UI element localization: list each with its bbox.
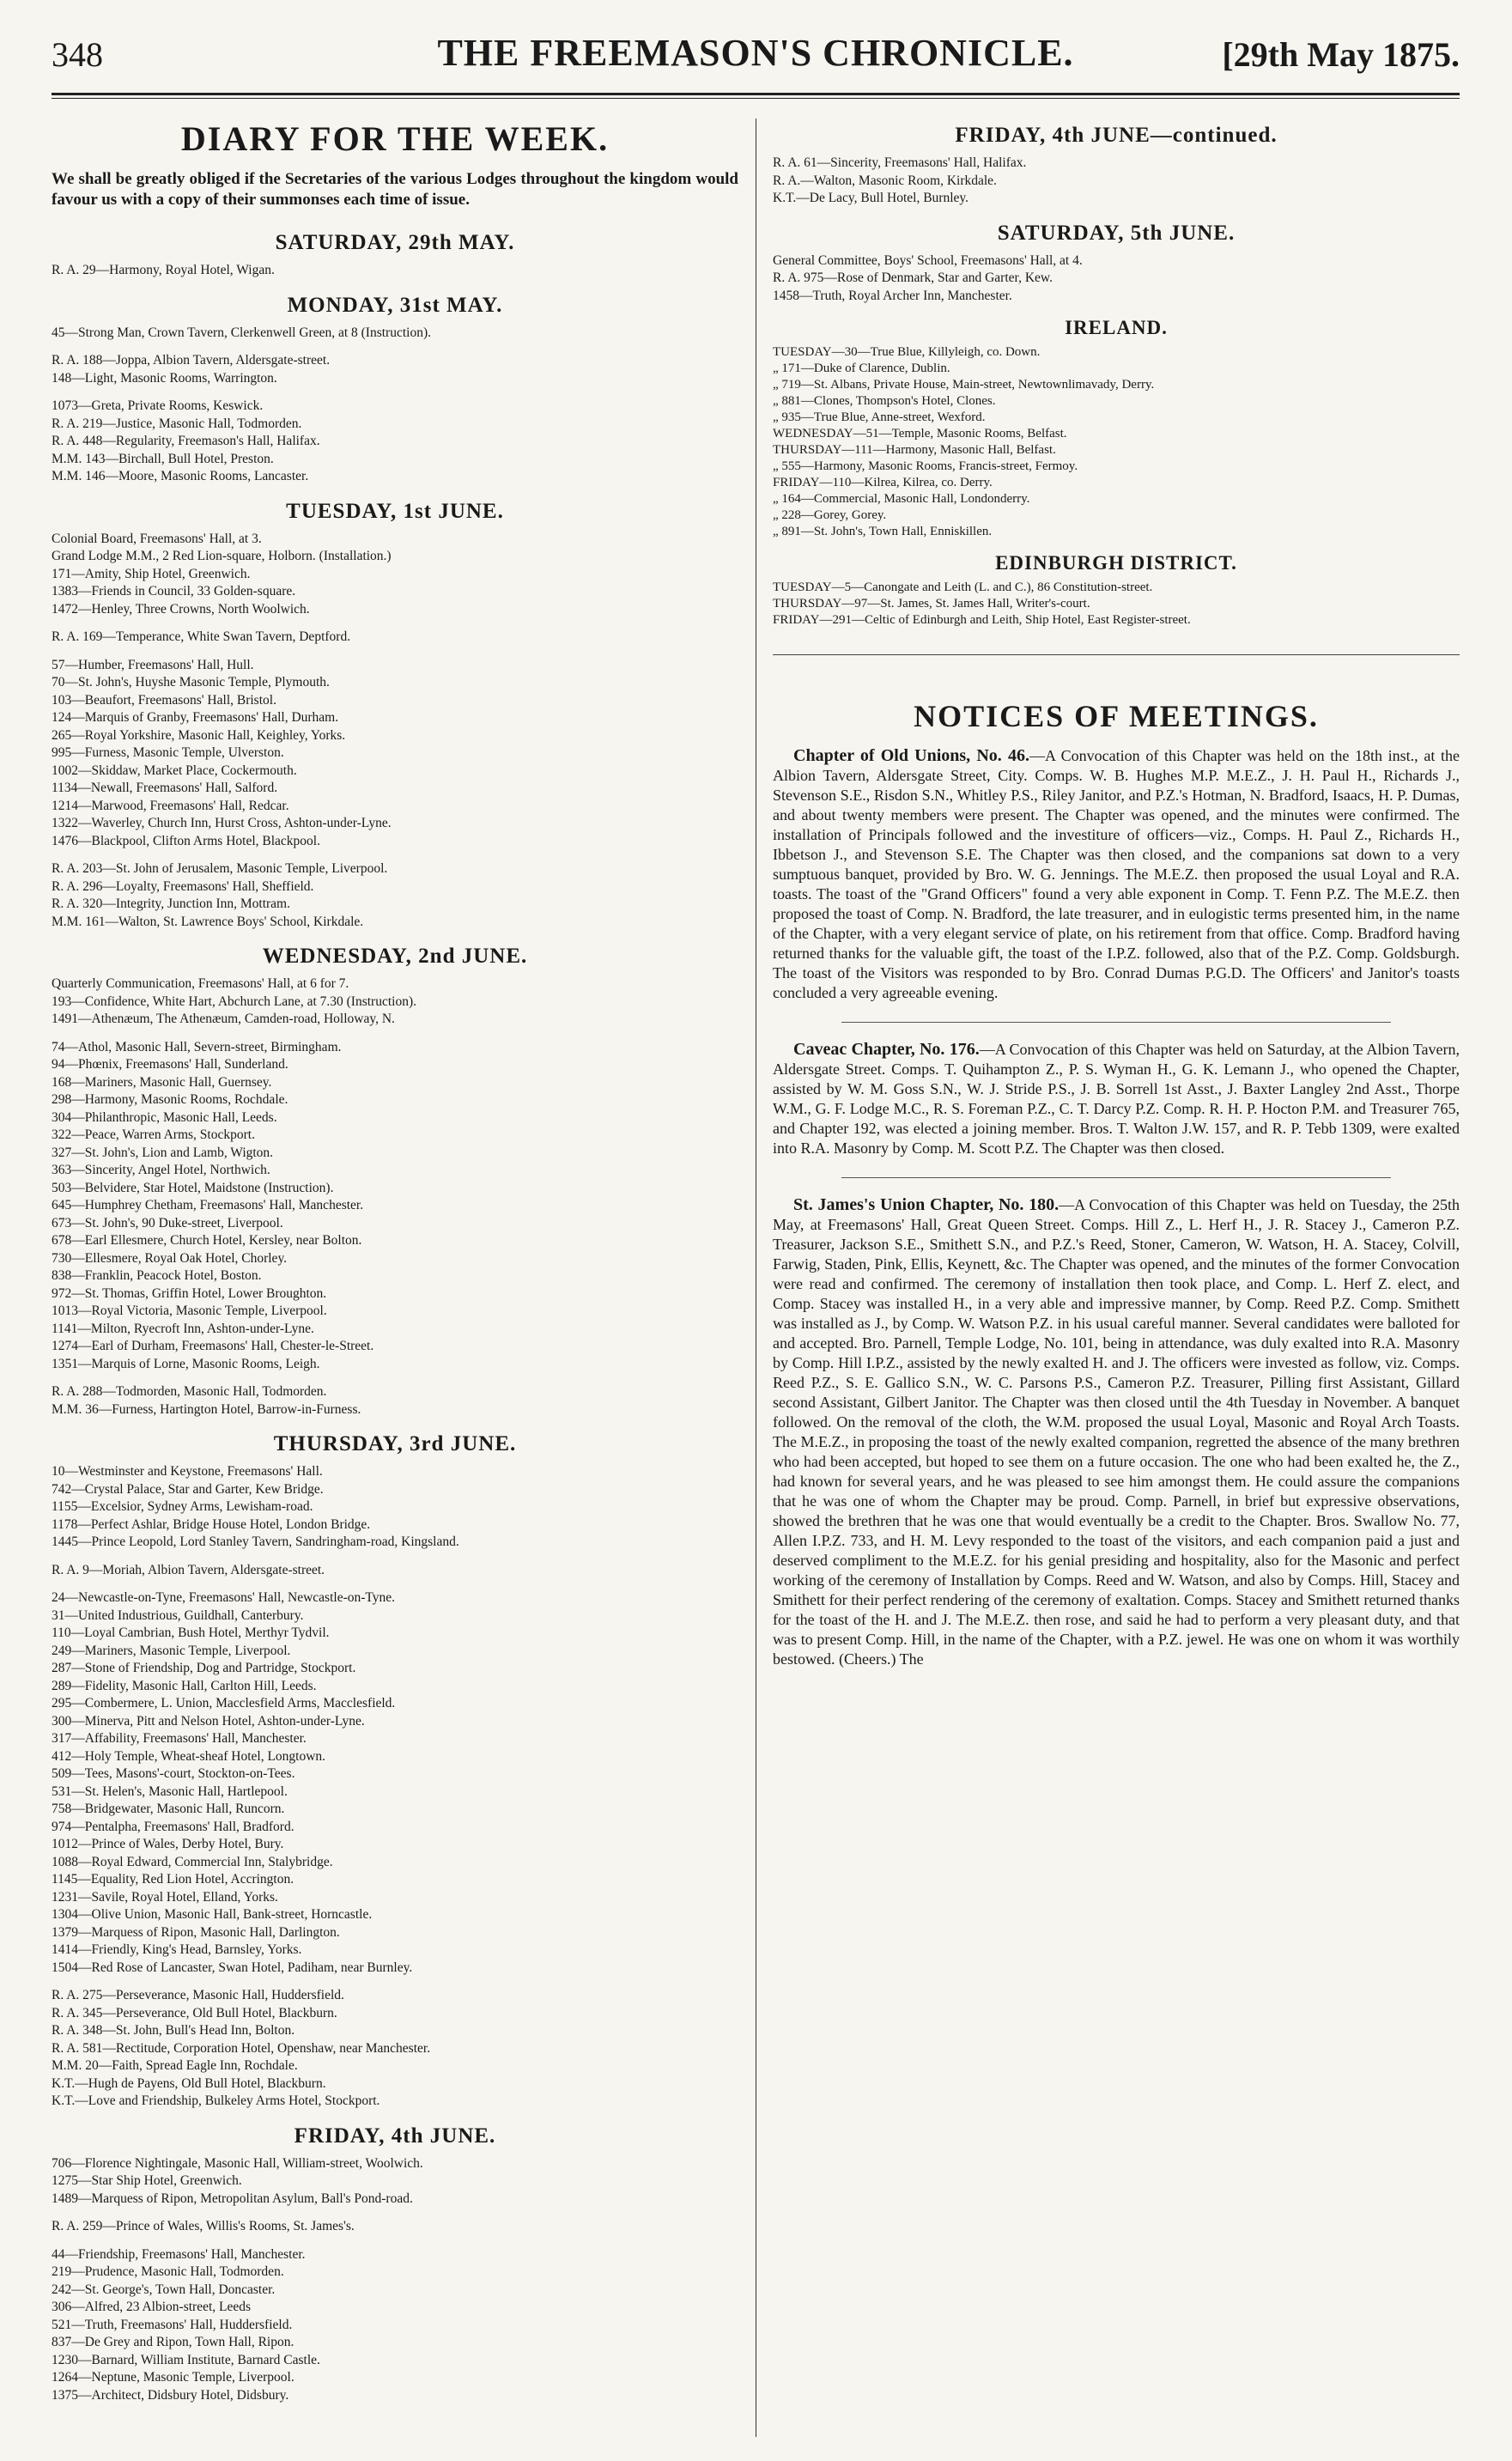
- diary-entry: 1489—Marquess of Ripon, Metropolitan Asylum, Ball's Pond-road.: [52, 2191, 413, 2206]
- diary-entry: 110—Loyal Cambrian, Bush Hotel, Merthyr Tydvil.: [52, 1625, 330, 1640]
- notice-heading: Chapter of Old Unions, No. 46.: [793, 746, 1029, 765]
- diary-entry: TUESDAY—30—True Blue, Killyleigh, co. Down.: [773, 345, 1041, 359]
- entry-gap: [52, 342, 738, 352]
- diary-entry: K.T.—Love and Friendship, Bulkeley Arms Hotel, Stockport.: [52, 2093, 380, 2108]
- notice-separator: [841, 1177, 1391, 1178]
- diary-entry: 31—United Industrious, Guildhall, Canterbury.: [52, 1607, 304, 1623]
- day-entries: [773, 252, 1460, 306]
- diary-entry: 972—St. Thomas, Griffin Hotel, Lower Broughton.: [52, 1285, 327, 1301]
- diary-entry: R. A. 348—St. John, Bull's Head Inn, Bolton.: [52, 2023, 295, 2038]
- notices-title: NOTICES OF MEETINGS.: [773, 654, 1460, 734]
- diary-entry: K.T.—Hugh de Payens, Old Bull Hotel, Blackburn.: [52, 2075, 326, 2091]
- diary-entry: 1274—Earl of Durham, Freemasons' Hall, Chester-le-Street.: [52, 1339, 374, 1353]
- diary-day-saturday: [52, 231, 738, 280]
- masthead: [52, 24, 1460, 88]
- day-heading: WEDNESDAY, 2nd JUNE.: [262, 945, 528, 968]
- diary-entry: 168—Mariners, Masonic Hall, Guernsey.: [52, 1074, 272, 1090]
- diary-day-tuesday: [52, 500, 738, 932]
- day-entries: [52, 325, 738, 486]
- notice-heading: St. James's Union Chapter, No. 180.: [793, 1195, 1060, 1214]
- diary-entry: 645—Humphrey Chetham, Freemasons' Hall, Manchester.: [52, 1198, 364, 1212]
- diary-entry: 10—Westminster and Keystone, Freemasons' Hall.: [52, 1464, 323, 1479]
- diary-entry: 1073—Greta, Private Rooms, Keswick.: [52, 398, 264, 413]
- diary-entry: 974—Pentalpha, Freemasons' Hall, Bradford.: [52, 1819, 295, 1834]
- diary-entry: 124—Marquis of Granby, Freemasons' Hall, Durham.: [52, 710, 339, 725]
- notice-st-james-union: [773, 1195, 1460, 1669]
- entry-gap: [52, 618, 738, 629]
- diary-entry: 1304—Olive Union, Masonic Hall, Bank-street, Horncastle.: [52, 1907, 373, 1922]
- diary-entry: 304—Philanthropic, Masonic Hall, Leeds.: [52, 1109, 277, 1125]
- section-heading: IRELAND.: [1065, 317, 1168, 338]
- diary-entry: 265—Royal Yorkshire, Masonic Hall, Keighley, Yorks.: [52, 727, 346, 743]
- day-entries: [52, 1463, 738, 2111]
- diary-entry: 1230—Barnard, William Institute, Barnard Castle.: [52, 2352, 320, 2367]
- diary-entry: 1351—Marquis of Lorne, Masonic Rooms, Leigh.: [52, 1356, 320, 1371]
- diary-entry: 249—Mariners, Masonic Temple, Liverpool.: [52, 1643, 291, 1658]
- diary-entry: 678—Earl Ellesmere, Church Hotel, Kersley, near Bolton.: [52, 1233, 362, 1248]
- diary-entry: „ 881—Clones, Thompson's Hotel, Clones.: [773, 394, 996, 408]
- day-heading: SATURDAY, 29th MAY.: [275, 231, 515, 254]
- notice-caveac: [773, 1040, 1460, 1158]
- diary-entry: R. A. 29—Harmony, Royal Hotel, Wigan.: [52, 263, 275, 277]
- diary-entry: FRIDAY—291—Celtic of Edinburgh and Leith, Ship Hotel, East Register-street.: [773, 613, 1191, 627]
- diary-day-wednesday: [52, 945, 738, 1419]
- diary-entry: 1472—Henley, Three Crowns, North Woolwich.: [52, 601, 310, 617]
- diary-entry: 1214—Marwood, Freemasons' Hall, Redcar.: [52, 798, 289, 813]
- page-number: 348: [52, 35, 103, 74]
- diary-entry: 1231—Savile, Royal Hotel, Elland, Yorks.: [52, 1889, 278, 1905]
- diary-entry: R. A. 9—Moriah, Albion Tavern, Aldersgate-street.: [52, 1562, 325, 1577]
- diary-entry: R. A. 320—Integrity, Junction Inn, Mottram.: [52, 896, 290, 911]
- entry-gap: [52, 1552, 738, 1562]
- columns: [52, 118, 1460, 2437]
- diary-entry: 287—Stone of Friendship, Dog and Partridge, Stockport.: [52, 1661, 356, 1675]
- day-entries: [52, 531, 738, 932]
- right-column: [773, 118, 1460, 2437]
- diary-title: DIARY FOR THE WEEK.: [180, 119, 610, 158]
- diary-entry: 171—Amity, Ship Hotel, Greenwich.: [52, 566, 251, 581]
- diary-entry: „ 171—Duke of Clarence, Dublin.: [773, 362, 950, 375]
- diary-entry: K.T.—De Lacy, Bull Hotel, Burnley.: [773, 191, 969, 205]
- entry-gap: [52, 387, 738, 398]
- day-entries: [52, 262, 738, 280]
- notice-heading: Caveac Chapter, No. 176.: [793, 1040, 980, 1059]
- diary-entry: 300—Minerva, Pitt and Nelson Hotel, Ashton-under-Lyne.: [52, 1713, 365, 1729]
- diary-entry: 306—Alfred, 23 Albion-street, Leeds: [52, 2300, 252, 2314]
- diary-entry: 742—Crystal Palace, Star and Garter, Kew Bridge.: [52, 1481, 324, 1497]
- diary-entry: 193—Confidence, White Hart, Abchurch Lane, at 7.30 (Instruction).: [52, 994, 416, 1009]
- diary-entry: Grand Lodge M.M., 2 Red Lion-square, Holborn. (Installation.): [52, 549, 392, 563]
- diary-entry: „ 164—Commercial, Masonic Hall, Londonderry.: [773, 492, 1030, 506]
- diary-entry: 219—Prudence, Masonic Hall, Todmorden.: [52, 2264, 284, 2279]
- diary-entry: 1504—Red Rose of Lancaster, Swan Hotel, Padiham, near Burnley.: [52, 1960, 413, 1975]
- diary-entry: 148—Light, Masonic Rooms, Warrington.: [52, 370, 277, 386]
- diary-entry: 521—Truth, Freemasons' Hall, Huddersfield.: [52, 2317, 293, 2332]
- diary-entry: 242—St. George's, Town Hall, Doncaster.: [52, 2282, 276, 2297]
- diary-entry: 673—St. John's, 90 Duke-street, Liverpool.: [52, 1215, 283, 1230]
- diary-entry: M.M. 36—Furness, Hartington Hotel, Barrow-in-Furness.: [52, 1401, 361, 1417]
- diary-day-friday: [52, 2124, 738, 2405]
- diary-entry: M.M. 161—Walton, St. Lawrence Boys' School, Kirkdale.: [52, 914, 364, 929]
- diary-entry: 289—Fidelity, Masonic Hall, Carlton Hill, Leeds.: [52, 1678, 317, 1693]
- diary-entry: R. A. 345—Perseverance, Old Bull Hotel, Blackburn.: [52, 2005, 337, 2020]
- diary-entry: General Committee, Boys' School, Freemasons' Hall, at 4.: [773, 252, 1083, 268]
- diary-entry: 103—Beaufort, Freemasons' Hall, Bristol.: [52, 692, 276, 708]
- diary-entry: „ 719—St. Albans, Private House, Main-street, Newtownlimavady, Derry.: [773, 378, 1155, 392]
- diary-entry: 1375—Architect, Didsbury Hotel, Didsbury.: [52, 2387, 289, 2403]
- day-heading: FRIDAY, 4th JUNE.: [294, 2124, 496, 2148]
- diary-entry: „ 228—Gorey, Gorey.: [773, 508, 887, 522]
- diary-entry: R. A. 448—Regularity, Freemason's Hall, Halifax.: [52, 434, 320, 448]
- diary-entry: 1178—Perfect Ashlar, Bridge House Hotel, London Bridge.: [52, 1516, 371, 1532]
- day-entries: [773, 155, 1460, 208]
- diary-entry: 295—Combermere, L. Union, Macclesfield Arms, Macclesfield.: [52, 1696, 396, 1711]
- diary-entry: 1458—Truth, Royal Archer Inn, Manchester.: [773, 288, 1012, 303]
- diary-entry: 1141—Milton, Ryecroft Inn, Ashton-under-Lyne.: [52, 1321, 314, 1336]
- diary-entry: 1275—Star Ship Hotel, Greenwich.: [52, 2173, 242, 2188]
- diary-entry: „ 891—St. John's, Town Hall, Enniskillen.: [773, 525, 993, 538]
- diary-entry: 44—Friendship, Freemasons' Hall, Manchester.: [52, 2246, 306, 2262]
- diary-entry: 298—Harmony, Masonic Rooms, Rochdale.: [52, 1092, 288, 1107]
- entry-gap: [52, 647, 738, 657]
- diary-entry: R. A. 288—Todmorden, Masonic Hall, Todmorden.: [52, 1384, 327, 1399]
- diary-entry: 1476—Blackpool, Clifton Arms Hotel, Blackpool.: [52, 833, 320, 848]
- diary-entry: 1012—Prince of Wales, Derby Hotel, Bury.: [52, 1837, 284, 1851]
- diary-entry: „ 935—True Blue, Anne-street, Wexford.: [773, 410, 986, 424]
- diary-entry: 322—Peace, Warren Arms, Stockport.: [52, 1127, 255, 1142]
- day-heading: THURSDAY, 3rd JUNE.: [273, 1432, 517, 1455]
- diary-entry: 1491—Athenæum, The Athenæum, Camden-road, Holloway, N.: [52, 1012, 395, 1026]
- diary-entry: 503—Belvidere, Star Hotel, Maidstone (Instruction).: [52, 1180, 334, 1195]
- notice-body: —A Convocation of this Chapter was held on the 18th inst., at the Albion Tavern, Aldersgate Street, City. Comps. W. B. Hughes M.P. M.E.Z., J. H. Paul H., Richards J., Stevenson S.E., Risdon S.N., Whitley P.S., Riley Janitor, and P.Z.'s Hotman, N. Bradford, Isaacs, H. P. Dumas, and about twenty members were present. The Chapter was opened, and the minutes were confirmed. The installation of Principals followed and the investiture of officers—viz., Comps. H. Paul Z., Richards H., Ibbetson J., and Stevenson S.E. The Chapter was then closed, and the companions sat down to a very sumptuous banquet, provided by Bro. W. G. Jennings. The M.E.Z. then proposed the usual Loyal and R.A. toasts. The toast of the "Grand Officers" found a very able exponent in Comp. T. Fenn P.Z. The M.E.Z. then proposed the toast of Comp. N. Bradford, the late treasurer, and in eulogistic terms presented him, in the name of the Chapter, with a very elegant service of plate, on his retirement from that office. Comp. Bradford having returned thanks for the valuable gift, the toast of the I.P.Z. followed, also that of the P.Z. Comp. Goldsburgh. The toast of the Visitors was responded to by Bro. Conrad Dumas P.G.D. The Officers' and Janitor's toasts concluded a very agreeable evening.: [773, 747, 1460, 1001]
- diary-entry: R. A. 296—Loyalty, Freemasons' Hall, Sheffield.: [52, 878, 314, 894]
- diary-entry: 1013—Royal Victoria, Masonic Temple, Liverpool.: [52, 1303, 327, 1318]
- diary-entry: 838—Franklin, Peacock Hotel, Boston.: [52, 1268, 262, 1283]
- diary-intro: We shall be greatly obliged if the Secretaries of the various Lodges throughout the kingdom would favour us with a copy of their summonses each time of issue.: [52, 170, 738, 209]
- diary-entry: 758—Bridgewater, Masonic Hall, Runcorn.: [52, 1802, 285, 1816]
- diary-entry: 509—Tees, Masons'-court, Stockton-on-Tees.: [52, 1766, 295, 1781]
- notice-body: —A Convocation of this Chapter was held on Tuesday, the 25th May, at Freemasons' Hall, Great Queen Street. Comps. Hill Z., L. Herf H., J. R. Stacey J., Cameron P.Z. Treasurer, Jackson S.E., Smithett S.N., and P.Z.'s Reed, Stoner, Cameron, W. Watson, H. A. Stacey, Colvill, Farwig, Staden, Pink, Ellis, Keynett, &c. The Chapter was opened, and the minutes of the former Convocation were read and confirmed. The ceremony of installation then took place, and Comp. L. Herf Z. elect, and Comp. Stacey was installed H., in a very able and impressive manner, by Comp. Reed P.Z. Comp. Smithett was installed as J., by Comp. W. Watson P.Z. in his usual careful manner. Several candidates were balloted for and accepted. Bro. Parnell, Temple Lodge, No. 101, being in attendance, was duly exalted into R.A. Masonry by Comp. Hill I.P.Z., assisted by the newly exalted H. and J. The officers were invested as follow, viz. Comps. Reed P.Z., S. E. Gallico S.N., W. C. Parsons P.S., Cameron P.Z. Treasurer, Pilling first Assistant, Gillard second Assistant, Gilbert Janitor. The Chapter was then closed until the 4th Tuesday in November. A banquet followed. On the removal of the cloth, the W.M. proposed the usual Loyal, Masonic and Royal Arch Toasts. The M.E.Z., in proposing the toast of the newly exalted companion, regretted the absence of the many brethren who had been accepted, but hoped to see them on a future occasion. The one who had been exalted he, the Z., had known for several years, and he was pleased to see him amongst them. He could assure the companions that he was one of whom the Chapter may be proud. Comp. Parnell, in brief but expressive observations, showed the brethren that he was one that would eventually be a credit to the Chapter. Bros. Swallow No. 77, Allen I.P.Z. 733, and H. M. Levy responded to the toast of the visitors, and each companion paid a just and deserved compliment to the M.E.Z. for his genial presiding and hospitality, also for the Masonic and perfect working of the ceremony of Installation by Comps. Reed and W. Watson, and also by Comps. Hill, Stacey and Smithett for their perfect rendering of the ceremony of exaltation. Comps. Stacey and Smithett returned thanks for the toast of the H. and J. The M.E.Z. then rose, and said he had to perform a very pleasant duty, and that was to present Comp. Hill, in the name of the Chapter, with a P.Z. jewel. He was one on whom it was worthily bestowed. (Cheers.) The: [773, 1196, 1460, 1668]
- diary-entry: Colonial Board, Freemasons' Hall, at 3.: [52, 531, 262, 546]
- diary-entry: TUESDAY—5—Canongate and Leith (L. and C.), 86 Constitution-street.: [773, 580, 1153, 594]
- diary-entry: 94—Phœnix, Freemasons' Hall, Sunderland.: [52, 1057, 288, 1072]
- masthead-rule-thin: [52, 98, 1460, 99]
- publication-title: THE FREEMASON'S CHRONICLE.: [437, 32, 1074, 74]
- diary-entry: M.M. 146—Moore, Masonic Rooms, Lancaster.: [52, 469, 309, 483]
- entry-gap: [52, 1579, 738, 1589]
- diary-entry: 1322—Waverley, Church Inn, Hurst Cross, Ashton-under-Lyne.: [52, 816, 392, 830]
- diary-entry: R. A. 581—Rectitude, Corporation Hotel, Openshaw, near Manchester.: [52, 2040, 431, 2056]
- diary-entry: 1379—Marquess of Ripon, Masonic Hall, Darlington.: [52, 1924, 340, 1940]
- diary-entry: 1145—Equality, Red Lion Hotel, Accrington.: [52, 1872, 295, 1887]
- diary-entry: 363—Sincerity, Angel Hotel, Northwich.: [52, 1163, 270, 1177]
- entry-gap: [52, 2208, 738, 2218]
- diary-entry: 57—Humber, Freemasons' Hall, Hull.: [52, 657, 254, 672]
- diary-entry: „ 555—Harmony, Masonic Rooms, Francis-street, Fermoy.: [773, 459, 1078, 473]
- issue-date: [29th May 1875.: [1222, 35, 1460, 74]
- diary-entry: R. A. 975—Rose of Denmark, Star and Garter, Kew.: [773, 270, 1053, 285]
- diary-entry: R. A.—Walton, Masonic Room, Kirkdale.: [773, 173, 997, 188]
- diary-entry: R. A. 61—Sincerity, Freemasons' Hall, Halifax.: [773, 155, 1027, 170]
- diary-entry: Quarterly Communication, Freemasons' Hall, at 6 for 7.: [52, 976, 349, 991]
- diary-day-saturday-5th: [773, 222, 1460, 306]
- diary-day-friday-continued: [773, 124, 1460, 208]
- day-heading: FRIDAY, 4th JUNE—continued.: [955, 124, 1278, 147]
- masthead-rule: [52, 93, 1460, 95]
- diary-entry: 531—St. Helen's, Masonic Hall, Hartlepool.: [52, 1783, 288, 1799]
- diary-entry: FRIDAY—110—Kilrea, Kilrea, co. Derry.: [773, 476, 993, 489]
- entry-gap: [52, 850, 738, 860]
- entry-gap: [52, 2236, 738, 2246]
- diary-entry: 70—St. John's, Huyshe Masonic Temple, Plymouth.: [52, 675, 330, 690]
- diary-entry: R. A. 259—Prince of Wales, Willis's Rooms, St. James's.: [52, 2219, 355, 2233]
- entry-gap: [52, 1373, 738, 1383]
- diary-entry: 706—Florence Nightingale, Masonic Hall, William-street, Woolwich.: [52, 2155, 423, 2171]
- day-heading: TUESDAY, 1st JUNE.: [286, 499, 504, 523]
- notice-old-unions: [773, 746, 1460, 1003]
- diary-entry: 1088—Royal Edward, Commercial Inn, Stalybridge.: [52, 1854, 333, 1869]
- diary-entry: M.M. 143—Birchall, Bull Hotel, Preston.: [52, 451, 274, 466]
- diary-entry: 317—Affability, Freemasons' Hall, Manchester.: [52, 1731, 307, 1746]
- day-heading: MONDAY, 31st MAY.: [287, 293, 503, 317]
- diary-entry: THURSDAY—97—St. James, St. James Hall, Writer's-court.: [773, 597, 1090, 611]
- day-entries: [52, 2155, 738, 2405]
- diary-entry: R. A. 188—Joppa, Albion Tavern, Aldersgate-street.: [52, 353, 331, 368]
- left-column: [52, 118, 738, 2437]
- diary-day-thursday: [52, 1432, 738, 2111]
- diary-entry: 74—Athol, Masonic Hall, Severn-street, Birmingham.: [52, 1039, 342, 1054]
- diary-edinburgh: [773, 552, 1460, 629]
- entry-gap: [52, 1029, 738, 1039]
- diary-entry: 837—De Grey and Ripon, Town Hall, Ripon.: [52, 2335, 295, 2349]
- diary-day-monday: [52, 294, 738, 486]
- diary-entry: 1155—Excelsior, Sydney Arms, Lewisham-road.: [52, 1499, 313, 1514]
- newspaper-page: [52, 24, 1460, 2437]
- day-heading: SATURDAY, 5th JUNE.: [997, 221, 1236, 245]
- diary-entry: R. A. 219—Justice, Masonic Hall, Todmorden.: [52, 416, 302, 431]
- diary-entry: 1445—Prince Leopold, Lord Stanley Tavern, Sandringham-road, Kingsland.: [52, 1534, 459, 1549]
- diary-entry: 1264—Neptune, Masonic Temple, Liverpool.: [52, 2370, 295, 2385]
- diary-entry: WEDNESDAY—51—Temple, Masonic Rooms, Belfast.: [773, 427, 1067, 441]
- diary-entry: 1134—Newall, Freemasons' Hall, Salford.: [52, 781, 278, 795]
- diary-entry: 412—Holy Temple, Wheat-sheaf Hotel, Longtown.: [52, 1748, 326, 1764]
- diary-ireland: [773, 317, 1460, 540]
- day-entries: [52, 975, 738, 1419]
- diary-entry: 730—Ellesmere, Royal Oak Hotel, Chorley.: [52, 1250, 288, 1266]
- diary-entry: R. A. 275—Perseverance, Masonic Hall, Huddersfield.: [52, 1988, 344, 2002]
- notice-body: —A Convocation of this Chapter was held on Saturday, at the Albion Tavern, Aldersgate Street. Comps. T. Quihampton Z., P. S. Wyman H., G. K. Lemann J., who opened the Chapter, assisted by W. M. Goss S.N., W. J. Stride P.S., J. B. Sorrell 1st Asst., J. Baxter Langley 2nd Asst., Thorpe W.M., G. F. Lodge M.C., R. S. Foreman P.Z., C. T. Darcy P.Z. Comp. R. H. P. Hocton P.M. and Treasurer 765, and Chapter 192, was elected a joining member. Bros. T. Walton J.W. 157, and R. P. Tebb 1309, were exalted into R.A. Masonry by Comp. M. Scott P.Z. The Chapter was then closed.: [773, 1041, 1460, 1157]
- diary-entry: M.M. 20—Faith, Spread Eagle Inn, Rochdale.: [52, 2058, 298, 2073]
- section-entries: [773, 580, 1460, 629]
- diary-entry: R. A. 169—Temperance, White Swan Tavern, Deptford.: [52, 629, 351, 644]
- diary-entry: 327—St. John's, Lion and Lamb, Wigton.: [52, 1145, 274, 1160]
- section-heading: EDINBURGH DISTRICT.: [995, 552, 1237, 574]
- diary-entry: 1002—Skiddaw, Market Place, Cockermouth.: [52, 763, 297, 778]
- diary-entry: 1383—Friends in Council, 33 Golden-square.: [52, 584, 296, 599]
- diary-entry: THURSDAY—111—Harmony, Masonic Hall, Belfast.: [773, 443, 1056, 457]
- diary-entry: 45—Strong Man, Crown Tavern, Clerkenwell Green, at 8 (Instruction).: [52, 325, 431, 340]
- entry-gap: [52, 1977, 738, 1987]
- diary-entry: R. A. 203—St. John of Jerusalem, Masonic Temple, Liverpool.: [52, 861, 388, 876]
- diary-entry: 995—Furness, Masonic Temple, Ulverston.: [52, 745, 284, 760]
- notice-separator: [841, 1022, 1391, 1023]
- diary-entry: 1414—Friendly, King's Head, Barnsley, Yorks.: [52, 1942, 302, 1957]
- section-entries: [773, 344, 1460, 540]
- diary-entry: 24—Newcastle-on-Tyne, Freemasons' Hall, Newcastle-on-Tyne.: [52, 1590, 396, 1605]
